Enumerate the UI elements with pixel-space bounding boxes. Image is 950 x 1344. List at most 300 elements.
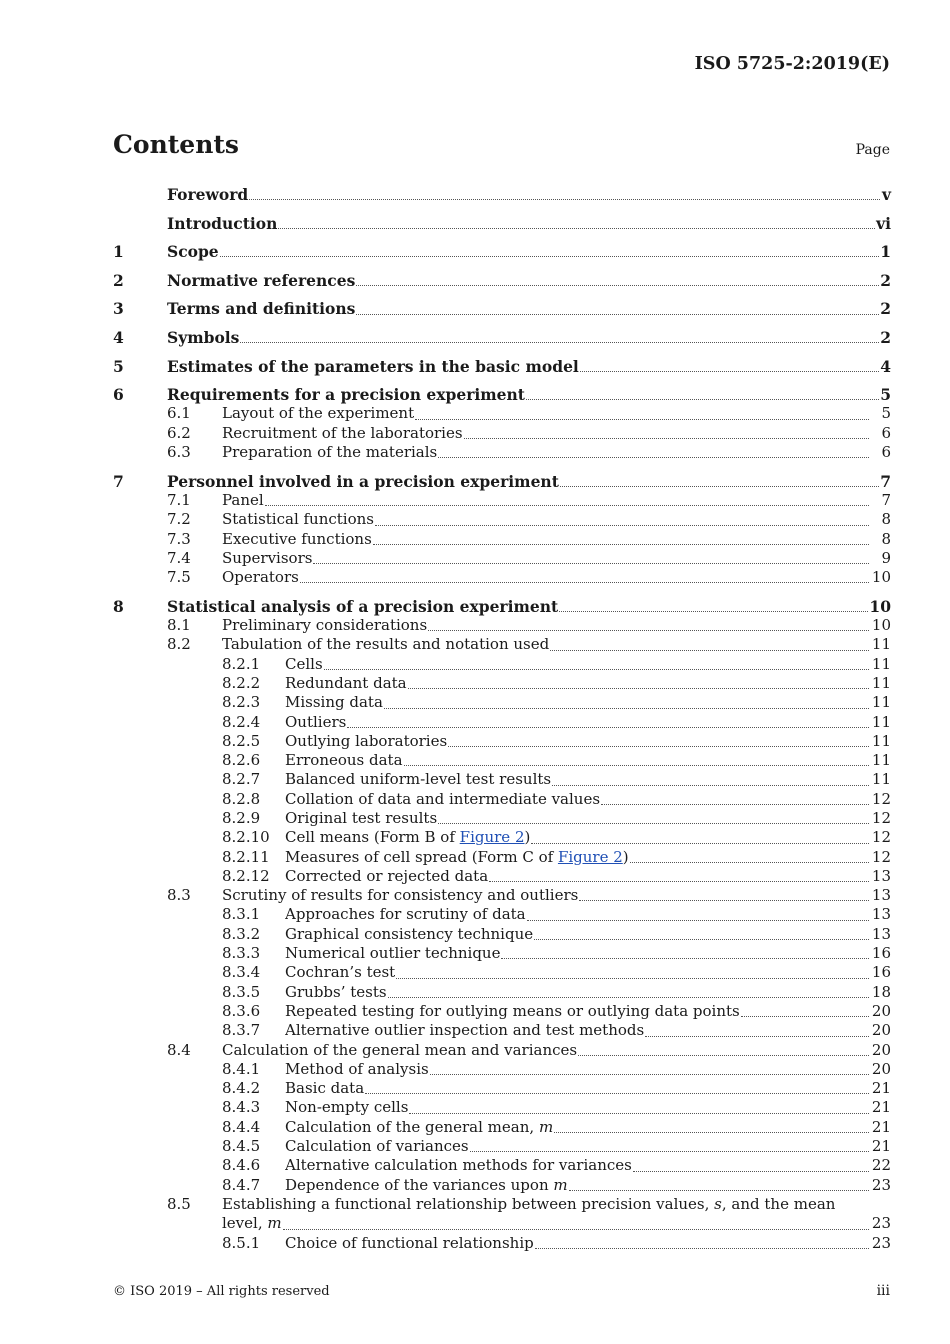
toc-entry[interactable] [113, 491, 891, 510]
toc-entry[interactable] [113, 713, 891, 732]
leader-dots [409, 1098, 869, 1117]
leader-dots [356, 299, 879, 318]
toc-entry[interactable] [113, 185, 891, 204]
toc-entry-number: 8.1 [167, 616, 191, 635]
toc-entry[interactable] [113, 674, 891, 693]
toc-entry[interactable] [113, 1176, 891, 1195]
toc-entry-number: 8.3.4 [222, 963, 261, 982]
toc-entry-title [285, 963, 395, 982]
leader-dots [415, 404, 869, 423]
toc-entry[interactable] [113, 1002, 891, 1021]
toc-entry[interactable] [113, 424, 891, 443]
toc-entry-page: 5 [880, 385, 891, 405]
toc-entry-title-text: Normative references [167, 270, 356, 290]
toc-entry-number: 4 [113, 327, 124, 347]
toc-entry[interactable] [113, 404, 891, 423]
toc-entry[interactable] [113, 1021, 891, 1040]
toc-entry-number: 8.4.6 [222, 1156, 261, 1175]
toc-entry-title [222, 886, 578, 905]
toc-entry-title-text: Missing data [285, 693, 383, 712]
leader-dots [633, 1156, 869, 1175]
toc-entry-number: 8.4.7 [222, 1175, 261, 1194]
toc-entry-number: 8.2.4 [222, 712, 261, 731]
toc-entry-title [285, 713, 346, 732]
toc-entry-title-text: Choice of functional relationship [285, 1233, 534, 1252]
toc-entry-title-text: Foreword [167, 185, 249, 204]
toc-entry-title-text: Statistical functions [222, 510, 374, 529]
toc-entry[interactable] [113, 809, 891, 828]
toc-entry-page: 10 [871, 568, 891, 587]
toc-entry-title [285, 655, 323, 674]
toc-entry[interactable] [113, 1137, 891, 1156]
leader-dots [384, 693, 869, 712]
leader-dots [552, 770, 869, 789]
toc-entry-page: 11 [871, 654, 891, 673]
toc-entry-title-text: Requirements for a precision experiment [167, 385, 525, 405]
leader-dots [470, 1137, 869, 1156]
leader-dots [579, 886, 869, 905]
toc-entry-page: 12 [871, 808, 891, 827]
leader-dots [645, 1021, 869, 1040]
toc-entry-title [222, 510, 374, 529]
leader-dots [501, 944, 869, 963]
math-symbol: ^ m [539, 1118, 553, 1137]
toc-entry-title [285, 1060, 429, 1079]
toc-entry-number: 8.4.3 [222, 1098, 261, 1117]
toc-entry[interactable] [113, 271, 891, 290]
toc-entry[interactable] [113, 1060, 891, 1079]
leader-dots [430, 1060, 869, 1079]
toc-entry-title [285, 905, 526, 924]
toc-entry-title [167, 271, 355, 290]
toc-entry-title [285, 983, 387, 1002]
toc-entry-title [222, 616, 427, 635]
toc-entry-title [285, 925, 533, 944]
toc-entry-number: 8.2.9 [222, 808, 261, 827]
toc-entry[interactable] [113, 472, 891, 491]
toc-entry-title [285, 944, 500, 963]
toc-entry-page: 23 [871, 1233, 891, 1252]
toc-entry-page: 13 [871, 905, 891, 924]
toc-entry-page: 12 [871, 789, 891, 808]
toc-entry-title [285, 693, 383, 712]
toc-entry-number: 7.5 [167, 568, 191, 587]
toc-entry[interactable] [113, 214, 891, 233]
leader-dots [408, 674, 869, 693]
toc-entry-title-text: Cell means (Form B of [285, 828, 460, 847]
figure-link[interactable]: Figure 2 [557, 847, 623, 866]
toc-entry-page: 22 [871, 1156, 891, 1175]
leader-dots [741, 1002, 869, 1021]
toc-entry[interactable] [113, 568, 891, 587]
toc-entry-title [167, 242, 219, 261]
math-symbol: s [714, 1194, 722, 1213]
toc-entry-title-text: Operators [222, 568, 299, 587]
toc-entry-page: 18 [871, 982, 891, 1001]
leader-dots [489, 867, 869, 886]
toc-entry[interactable] [113, 1079, 891, 1098]
leader-dots [373, 530, 869, 549]
toc-entry-number: 8 [113, 596, 124, 616]
toc-entry-title-text: Terms and definitions [167, 299, 356, 319]
leader-dots [356, 271, 879, 290]
toc-entry[interactable] [113, 770, 891, 789]
toc-entry-number: 1 [113, 242, 124, 262]
toc-entry-title-text: Statistical analysis of a precision experiment [167, 596, 559, 616]
toc-entry-title [167, 185, 248, 204]
toc-entry-title [285, 1137, 469, 1156]
toc-entry-title [285, 867, 488, 886]
leader-dots [240, 328, 879, 347]
toc-entry-page: 7 [881, 490, 891, 509]
toc-entry-title [285, 790, 600, 809]
toc-entry-page: 11 [871, 751, 891, 770]
toc-entry-title [222, 424, 463, 443]
toc-entry-title [285, 1079, 364, 1098]
toc-entry-title [222, 1214, 282, 1233]
toc-entry-number: 6.1 [167, 404, 191, 423]
toc-entry-title [222, 1195, 835, 1214]
footer-copyright: © ISO 2019 – All rights reserved [113, 1284, 330, 1299]
toc-entry-title-text: Redundant data [285, 673, 407, 692]
toc-entry-title-text: Scrutiny of results for consistency and outliers [222, 886, 579, 905]
toc-entry-number: 8.3.3 [222, 944, 261, 963]
leader-dots [554, 1118, 869, 1137]
leader-dots [278, 214, 875, 233]
toc-entry-title-text: Symbols [167, 327, 240, 347]
toc-entry-page: 8 [881, 529, 891, 548]
leader-dots [464, 424, 869, 443]
toc-entry-title-text: Cells [285, 654, 323, 673]
toc-entry-page: 11 [871, 673, 891, 692]
toc-entry-number: 8.2.1 [222, 654, 261, 673]
toc-entry-page: 16 [871, 963, 891, 982]
toc-entry-title-text: Measures of cell spread (Form C of [285, 847, 558, 866]
toc-entry[interactable] [113, 828, 891, 847]
toc-entry[interactable] [113, 357, 891, 376]
leader-dots [578, 1041, 869, 1060]
toc-entry-number: 8.3.1 [222, 905, 261, 924]
toc-entry-page: 8 [881, 510, 891, 529]
toc-entry-page: 20 [871, 1001, 891, 1020]
toc-entry-title-text: Panel [222, 490, 264, 509]
toc-entry-title-text: Dependence of the variances upon [285, 1175, 554, 1194]
toc-entry-page: 21 [871, 1098, 891, 1117]
toc-entry-page: 6 [881, 423, 891, 442]
toc-entry[interactable] [113, 963, 891, 982]
math-symbol: m [553, 1175, 568, 1194]
toc-entry-title [222, 530, 372, 549]
toc-entry-page: 12 [871, 828, 891, 847]
toc-entry-title-text: Alternative outlier inspection and test methods [285, 1021, 645, 1040]
contents-heading: Contents [113, 130, 240, 159]
toc-entry-page: 20 [871, 1021, 891, 1040]
toc-entry-page: vi [876, 213, 891, 233]
toc-entry[interactable] [113, 983, 891, 1002]
footer-page-number: iii [876, 1283, 890, 1299]
toc-entry-title [167, 328, 239, 347]
toc-entry-page: 21 [871, 1079, 891, 1098]
toc-entry[interactable] [113, 530, 891, 549]
toc-entry-number: 8.2.2 [222, 673, 261, 692]
toc-entry-page: 11 [871, 693, 891, 712]
page-column-label: Page [855, 142, 890, 158]
toc-entry-page: 13 [871, 866, 891, 885]
toc-entry-number: 6 [113, 385, 124, 405]
toc-entry[interactable] [113, 1098, 891, 1117]
toc-entry-title [222, 635, 549, 654]
toc-entry-title-text: Introduction [167, 213, 278, 233]
toc-entry-title [285, 809, 437, 828]
toc-entry-page: 9 [881, 548, 891, 567]
leader-dots [560, 472, 879, 491]
toc-entry-page: 21 [871, 1137, 891, 1156]
toc-entry-title-text: Grubbs’ tests [285, 982, 387, 1001]
toc-entry-page: 23 [871, 1214, 891, 1233]
toc-entry-page: 20 [871, 1040, 891, 1059]
toc-entry[interactable] [113, 328, 891, 347]
toc-entry-title-text: Scope [167, 242, 219, 262]
toc-entry-number: 7.1 [167, 490, 191, 509]
toc-entry-page: 2 [880, 327, 891, 347]
toc-entry-title-text: Cochran’s test [285, 963, 396, 982]
toc-entry-title-text: Non-empty cells [285, 1098, 409, 1117]
toc-entry-title [222, 404, 414, 423]
toc-entry-title [222, 549, 312, 568]
toc-entry-title [167, 357, 579, 376]
toc-entry-page: 11 [871, 635, 891, 654]
toc-entry-title-text: Method of analysis [285, 1059, 429, 1078]
toc-entry[interactable] [113, 848, 891, 867]
leader-dots [535, 1234, 869, 1253]
toc-entry-title-text: Outliers [285, 712, 347, 731]
toc-entry-number: 8.4.2 [222, 1079, 261, 1098]
leader-dots [365, 1079, 869, 1098]
toc-entry-title-text: Repeated testing for outlying means or outlying data points [285, 1001, 740, 1020]
toc-entry-page: 20 [871, 1059, 891, 1078]
toc-entry-page: 10 [871, 616, 891, 635]
toc-entry-title-text: level, [222, 1214, 268, 1233]
figure-link[interactable]: Figure 2 [459, 828, 525, 847]
toc-entry[interactable] [113, 299, 891, 318]
toc-entry[interactable] [113, 944, 891, 963]
toc-entry-title-text: Supervisors [222, 548, 313, 567]
leader-dots [375, 510, 869, 529]
toc-entry-number: 2 [113, 270, 124, 290]
toc-entry-title [222, 491, 264, 510]
leader-dots [388, 983, 869, 1002]
toc-entry-title [167, 299, 355, 318]
toc-entry-number: 8.2.12 [222, 866, 270, 885]
toc-entry-page: 4 [880, 356, 891, 376]
toc-entry-number: 8.2.10 [222, 828, 270, 847]
toc-entry-number: 8.2 [167, 635, 191, 654]
toc-entry-number: 7.2 [167, 510, 191, 529]
toc-entry-page: 13 [871, 886, 891, 905]
toc-entry[interactable] [113, 1234, 891, 1253]
toc-entry[interactable] [113, 905, 891, 924]
leader-dots [220, 242, 880, 261]
toc-entry[interactable] [113, 867, 891, 886]
leader-dots [580, 357, 879, 376]
toc-entry[interactable] [113, 635, 891, 654]
toc-entry-title [285, 1002, 740, 1021]
leader-dots [283, 1214, 869, 1233]
toc-entry-title-text: Estimates of the parameters in the basic model [167, 356, 579, 376]
leader-dots [531, 828, 869, 847]
toc-entry-number: 8.2.5 [222, 731, 261, 750]
toc-entry[interactable] [113, 510, 891, 529]
toc-entry-number: 8.3.2 [222, 924, 261, 943]
toc-entry-title [285, 770, 551, 789]
toc-entry-number: 8.4.4 [222, 1117, 261, 1136]
toc-entry-number: 7.3 [167, 529, 191, 548]
toc-entry-number: 8.5 [167, 1194, 191, 1213]
toc-entry-title [167, 597, 558, 616]
toc-entry-number: 3 [113, 299, 124, 319]
toc-entry-number: 8.2.3 [222, 693, 261, 712]
math-symbol: m [267, 1214, 282, 1233]
leader-dots [324, 655, 869, 674]
toc-entry-number: 8.3.6 [222, 1001, 261, 1020]
toc-entry[interactable] [113, 751, 891, 770]
toc-entry-title-text: Preliminary considerations [222, 616, 428, 635]
toc-entry[interactable] [113, 616, 891, 635]
toc-entry-title-text: Personnel involved in a precision experiment [167, 471, 559, 491]
toc-entry-title [222, 443, 437, 462]
toc-entry[interactable] [113, 597, 891, 616]
toc-entry[interactable] [113, 925, 891, 944]
toc-entry-title-text: Recruitment of the laboratories [222, 423, 463, 442]
leader-dots [448, 732, 869, 751]
toc-entry-title [285, 1156, 632, 1175]
toc-entry-title [285, 1234, 534, 1253]
toc-entry-page: 5 [881, 404, 891, 423]
toc-entry-title [285, 1118, 553, 1137]
toc-entry[interactable] [113, 790, 891, 809]
toc-entry-number: 7.4 [167, 548, 191, 567]
toc-entry-number: 8.3.5 [222, 982, 261, 1001]
toc-entry-page: 23 [871, 1175, 891, 1194]
leader-dots [630, 848, 869, 867]
toc-entry-title [222, 568, 299, 587]
toc-entry-title-text: Numerical outlier technique [285, 944, 501, 963]
toc-entry-page: 2 [880, 299, 891, 319]
toc-entry-title [285, 1098, 408, 1117]
toc-entry-page: 21 [871, 1117, 891, 1136]
toc-entry[interactable] [113, 1118, 891, 1137]
toc-entry-page: 7 [880, 471, 891, 491]
toc-entry-page: 6 [881, 443, 891, 462]
toc-entry-title-text: Original test results [285, 808, 438, 827]
leader-dots [559, 597, 868, 616]
leader-dots [550, 635, 869, 654]
toc-entry-title-text: Collation of data and intermediate values [285, 789, 601, 808]
toc-entry-page: 16 [871, 944, 891, 963]
toc-entry-number: 8.4.5 [222, 1137, 261, 1156]
toc-entry-title [285, 848, 629, 867]
toc-entry-title [285, 828, 530, 847]
toc-entry-page: 11 [871, 712, 891, 731]
toc-entry[interactable] [113, 1156, 891, 1175]
toc-entry-number: 7 [113, 471, 124, 491]
toc-entry-title [285, 1176, 568, 1195]
toc-entry-title-text: Alternative calculation methods for variances [285, 1156, 632, 1175]
toc-entry-continued[interactable] [113, 1214, 891, 1233]
toc-entry-page: 11 [871, 731, 891, 750]
toc-entry[interactable] [113, 732, 891, 751]
toc-entry-title-text: Layout of the experiment [222, 404, 415, 423]
toc-entry[interactable] [113, 242, 891, 261]
toc-entry-page: 13 [871, 924, 891, 943]
document-id: ISO 5725-2:2019(E) [694, 54, 890, 74]
toc-entry-title-text: Establishing a functional relationship between precision values, [222, 1194, 715, 1213]
leader-dots [313, 549, 869, 568]
toc-entry-number: 8.2.7 [222, 770, 261, 789]
leader-dots [249, 185, 880, 204]
leader-dots [569, 1176, 869, 1195]
toc-entry-title [222, 1041, 577, 1060]
toc-entry[interactable] [113, 655, 891, 674]
toc-entry-title [167, 472, 559, 491]
leader-dots [527, 905, 869, 924]
toc-entry-title-text: Calculation of the general mean and variances [222, 1040, 578, 1059]
toc-entry-title-text: Graphical consistency technique [285, 924, 534, 943]
toc-entry-title-text: Tabulation of the results and notation used [222, 635, 550, 654]
toc-entry-title-text: Approaches for scrutiny of data [285, 905, 526, 924]
toc-entry-title [285, 674, 407, 693]
toc-entry-title-text: Outlying laboratories [285, 731, 448, 750]
leader-dots [526, 385, 879, 404]
toc-entry-page: v [881, 185, 891, 204]
toc-entry-title [167, 385, 525, 404]
leader-dots [438, 809, 869, 828]
toc-entry[interactable] [113, 693, 891, 712]
toc-entry-number: 8.3 [167, 886, 191, 905]
toc-entry-title-text: Executive functions [222, 529, 372, 548]
toc-entry-page: 2 [880, 270, 891, 290]
toc-entry-title-continuation: , and the mean [721, 1194, 836, 1213]
toc-entry-number: 6.2 [167, 423, 191, 442]
toc-entry-title [285, 751, 403, 770]
toc-entry-title-text: Calculation of the general mean, [285, 1117, 539, 1136]
toc-entry-number: 6.3 [167, 443, 191, 462]
toc-entry-number: 5 [113, 356, 124, 376]
toc-entry[interactable] [113, 1195, 891, 1214]
leader-dots [300, 568, 869, 587]
toc-entry-page: 12 [871, 847, 891, 866]
toc-entry-title-text: Corrected or rejected data [285, 866, 489, 885]
toc-entry[interactable] [113, 549, 891, 568]
toc-entry-page: 11 [871, 770, 891, 789]
toc-entry-number: 8.4.1 [222, 1059, 261, 1078]
toc-entry-title-suffix: ) [622, 847, 629, 866]
toc-entry[interactable] [113, 886, 891, 905]
toc-entry-title [285, 1021, 644, 1040]
toc-entry-title-text: Calculation of variances [285, 1137, 469, 1156]
toc-entry-page: 10 [869, 596, 891, 616]
toc-entry[interactable] [113, 443, 891, 462]
leader-dots [404, 751, 869, 770]
toc-entry-page: 1 [880, 242, 891, 262]
toc-entry-title [167, 214, 277, 233]
toc-entry-number: 8.4 [167, 1040, 191, 1059]
toc-entry-number: 8.2.6 [222, 751, 261, 770]
toc-entry[interactable] [113, 1041, 891, 1060]
toc-entry[interactable] [113, 385, 891, 404]
toc-entry-title-text: Balanced uniform-level test results [285, 770, 552, 789]
leader-dots [534, 925, 869, 944]
